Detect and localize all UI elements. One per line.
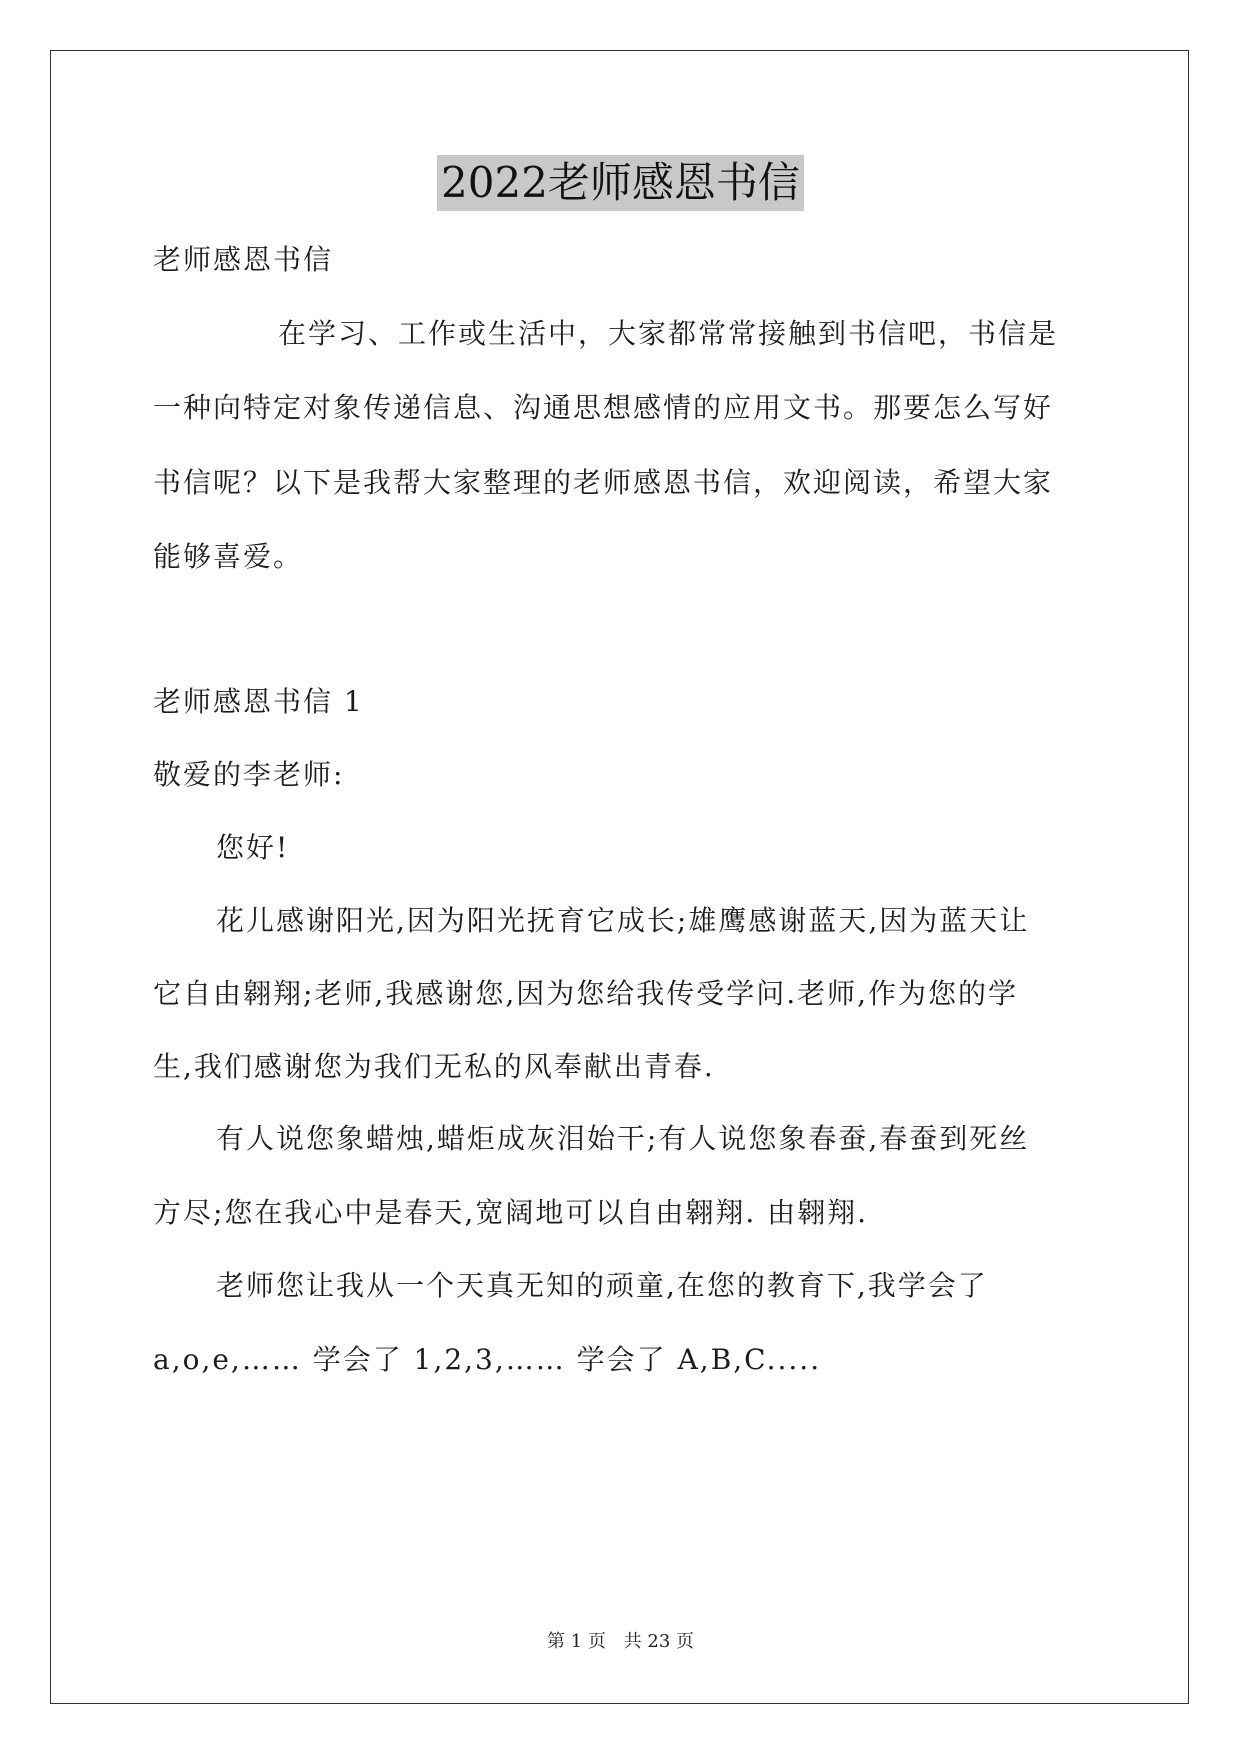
paragraph-1-line-1: 花儿感谢阳光,因为阳光抚育它成长;雄鹰感谢蓝天,因为蓝天让 (216, 904, 1030, 937)
paragraph-3-line-2: a,o,e,…… 学会了 1,2,3,…… 学会了 A,B,C..... (153, 1343, 822, 1376)
paragraph-2-line-1: 有人说您象蜡烛,蜡炬成灰泪始干;有人说您象春蚕,春蚕到死丝 (216, 1122, 1030, 1155)
document-subtitle: 老师感恩书信 (153, 243, 334, 276)
page-border (50, 50, 1189, 1704)
intro-line-2: 一种向特定对象传递信息、沟通思想感情的应用文书。那要怎么写好 (153, 391, 1054, 424)
paragraph-3-line-1: 老师您让我从一个天真无知的顽童,在您的教育下,我学会了 (216, 1269, 988, 1302)
paragraph-2-line-2: 方尽;您在我心中是春天,宽阔地可以自由翱翔. 由翱翔. (153, 1196, 869, 1229)
document-title: 2022老师感恩书信 (437, 155, 804, 211)
paragraph-1-line-3: 生,我们感谢您为我们无私的风奉献出青春. (153, 1050, 715, 1083)
intro-line-1: 在学习、工作或生活中，大家都常常接触到书信吧，书信是 (278, 317, 1059, 350)
paragraph-1-line-2: 它自由翱翔;老师,我感谢您,因为您给我传受学问.老师,作为您的学 (153, 977, 1019, 1010)
intro-line-4: 能够喜爱。 (153, 540, 304, 573)
intro-line-3: 书信呢？以下是我帮大家整理的老师感恩书信，欢迎阅读，希望大家 (153, 466, 1054, 499)
greeting: 您好! (216, 831, 290, 864)
page-total: 共 23 页 (623, 1631, 694, 1652)
page-number: 第 1 页 (547, 1631, 606, 1652)
salutation: 敬爱的李老师: (153, 758, 345, 791)
title-container (0, 155, 1241, 211)
page-footer (0, 1627, 1241, 1653)
section-heading: 老师感恩书信 1 (153, 685, 364, 718)
